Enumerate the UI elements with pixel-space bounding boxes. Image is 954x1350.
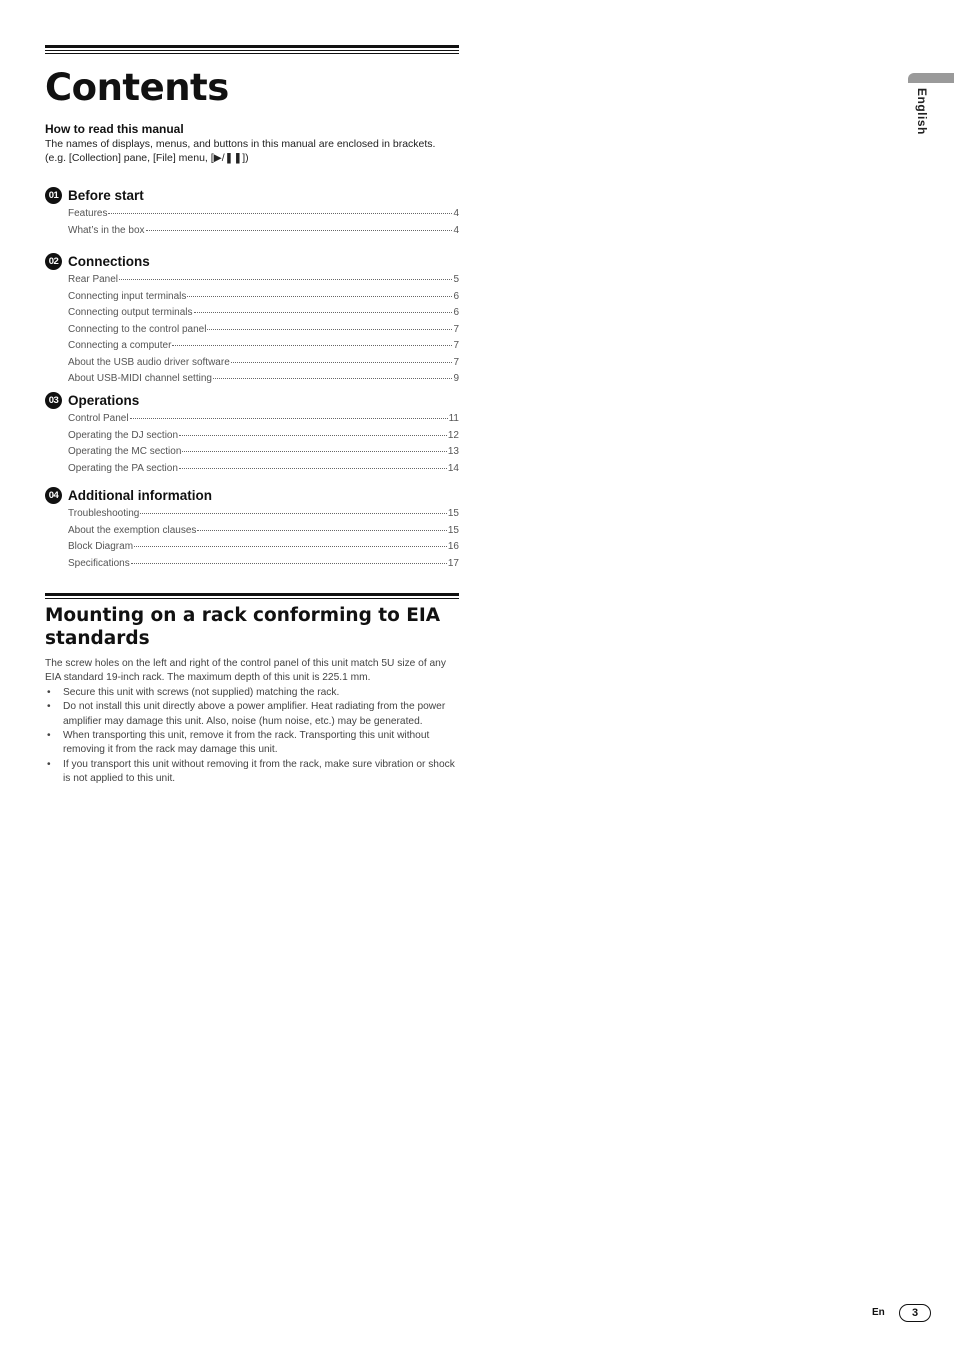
dot-leader bbox=[108, 203, 452, 214]
bullet-text: When transporting this unit, remove it from the rack. Transporting this unit without removing it from the rack may damage this unit. bbox=[63, 730, 430, 756]
dot-leader bbox=[182, 441, 446, 452]
section-header bbox=[45, 486, 459, 504]
mounting-heading: Mounting on a rack conforming to EIA standards bbox=[45, 605, 441, 649]
toc-entry-page: 4 bbox=[453, 224, 459, 236]
toc-section-before-start bbox=[45, 186, 459, 238]
page-title: Contents bbox=[45, 66, 229, 109]
howto-heading: How to read this manual bbox=[45, 122, 184, 136]
dot-leader bbox=[197, 520, 446, 531]
toc-entry-label: Specifications bbox=[68, 557, 130, 569]
toc-entry-page: 6 bbox=[453, 290, 459, 302]
toc-entry-page: 12 bbox=[447, 429, 459, 441]
toc-entry-page: 17 bbox=[447, 557, 459, 569]
mounting-intro: The screw holes on the left and right of the control panel of this unit match 5U size of any EIA standard 19-inch rack. The maximum depth of this unit is 225.1 mm. bbox=[45, 658, 446, 684]
toc-entry-page: 11 bbox=[448, 413, 459, 424]
toc-entry[interactable] bbox=[68, 222, 459, 239]
section-header bbox=[45, 252, 459, 270]
section-title: Before start bbox=[68, 187, 144, 203]
list-item bbox=[45, 686, 459, 700]
mounting-bullet-list bbox=[45, 686, 459, 787]
toc-entry-page: 15 bbox=[447, 508, 459, 519]
dot-leader bbox=[179, 458, 447, 469]
toc-entry-label: What’s in the box bbox=[68, 224, 145, 236]
toc-entry-label: Connecting to the control panel bbox=[68, 323, 207, 335]
bullet-text: Secure this unit with screws (not supplied) matching the rack. bbox=[63, 686, 340, 698]
mounting-rule bbox=[45, 593, 459, 599]
dot-leader bbox=[140, 503, 447, 514]
title-rule bbox=[45, 45, 459, 54]
toc-entry-page: 14 bbox=[447, 462, 459, 474]
toc-entry-page: 9 bbox=[453, 373, 459, 384]
dot-leader bbox=[134, 536, 447, 547]
page-number: 3 bbox=[899, 1304, 931, 1322]
dot-leader bbox=[131, 553, 447, 564]
section-number-badge: 04 bbox=[45, 487, 62, 504]
toc-section-connections bbox=[45, 252, 459, 387]
bullet-icon: • bbox=[47, 758, 51, 770]
toc-entry-label: About the USB audio driver software bbox=[68, 356, 230, 368]
toc-entry-page: 7 bbox=[453, 356, 459, 368]
toc-entry-page: 5 bbox=[453, 274, 459, 285]
toc-entry-label: Control Panel bbox=[68, 413, 129, 424]
section-title: Additional information bbox=[68, 487, 212, 503]
footer-language: En bbox=[872, 1307, 885, 1318]
section-number-badge: 01 bbox=[45, 187, 62, 204]
toc-entry-label: Connecting output terminals bbox=[68, 307, 193, 318]
toc-entry[interactable] bbox=[68, 555, 459, 572]
howto-text: The names of displays, menus, and buttons in this manual are enclosed in brackets. (e.g. [Collection] pane, [File] menu, [▶/❚❚]) bbox=[45, 138, 436, 164]
toc-entry-label: Features bbox=[68, 208, 108, 219]
language-label: English bbox=[915, 88, 929, 135]
toc-section-operations bbox=[45, 391, 459, 476]
toc-entry-page: 15 bbox=[447, 524, 459, 536]
toc-entry-label: Troubleshooting bbox=[68, 508, 140, 519]
list-item bbox=[45, 700, 459, 729]
toc-entry[interactable] bbox=[68, 460, 459, 477]
toc-entry-page: 4 bbox=[453, 208, 459, 219]
toc-entry-page: 16 bbox=[447, 541, 459, 552]
bullet-text: Do not install this unit directly above a power amplifier. Heat radiating from the power amplifier may damage this unit. Also, noise (hum noise, etc.) may be generated. bbox=[63, 701, 446, 727]
bullet-icon: • bbox=[47, 730, 51, 742]
section-title: Operations bbox=[68, 392, 140, 408]
dot-leader bbox=[146, 220, 453, 231]
language-tab bbox=[908, 73, 954, 83]
section-header bbox=[45, 391, 459, 409]
toc-entry-label: About USB-MIDI channel setting bbox=[68, 373, 212, 384]
dot-leader bbox=[179, 425, 447, 436]
bullet-icon: • bbox=[47, 701, 51, 713]
toc-entry-label: Connecting a computer bbox=[68, 340, 172, 351]
section-header bbox=[45, 186, 459, 204]
dot-leader bbox=[119, 269, 452, 280]
section-number-badge: 02 bbox=[45, 253, 62, 270]
mounting-body bbox=[45, 657, 459, 787]
dot-leader bbox=[207, 319, 452, 330]
bullet-text: If you transport this unit without removing it from the rack, make sure vibration or shock is not applied to this unit. bbox=[63, 758, 455, 785]
toc-entry-label: About the exemption clauses bbox=[68, 524, 197, 536]
toc-section-additional-information bbox=[45, 486, 459, 571]
dot-leader bbox=[172, 335, 452, 346]
toc-entry-label: Operating the PA section bbox=[68, 462, 178, 474]
toc-entry-page: 7 bbox=[453, 340, 459, 351]
toc-entry-label: Operating the MC section bbox=[68, 446, 182, 457]
bullet-icon: • bbox=[47, 686, 51, 698]
toc-entry-label: Rear Panel bbox=[68, 274, 119, 285]
toc-entry-page: 7 bbox=[453, 323, 459, 335]
section-title: Connections bbox=[68, 253, 150, 269]
dot-leader bbox=[213, 368, 452, 379]
list-item bbox=[45, 729, 459, 758]
toc-entry-page: 6 bbox=[453, 307, 459, 318]
dot-leader bbox=[130, 408, 448, 419]
toc-entry-label: Operating the DJ section bbox=[68, 429, 179, 441]
dot-leader bbox=[194, 302, 453, 313]
toc-entry-label: Connecting input terminals bbox=[68, 290, 187, 302]
section-number-badge: 03 bbox=[45, 392, 62, 409]
dot-leader bbox=[187, 286, 452, 297]
dot-leader bbox=[231, 352, 453, 363]
toc-entry-page: 13 bbox=[447, 446, 459, 457]
toc-entry[interactable] bbox=[68, 370, 459, 387]
toc-entry-label: Block Diagram bbox=[68, 541, 134, 552]
list-item bbox=[45, 758, 459, 787]
